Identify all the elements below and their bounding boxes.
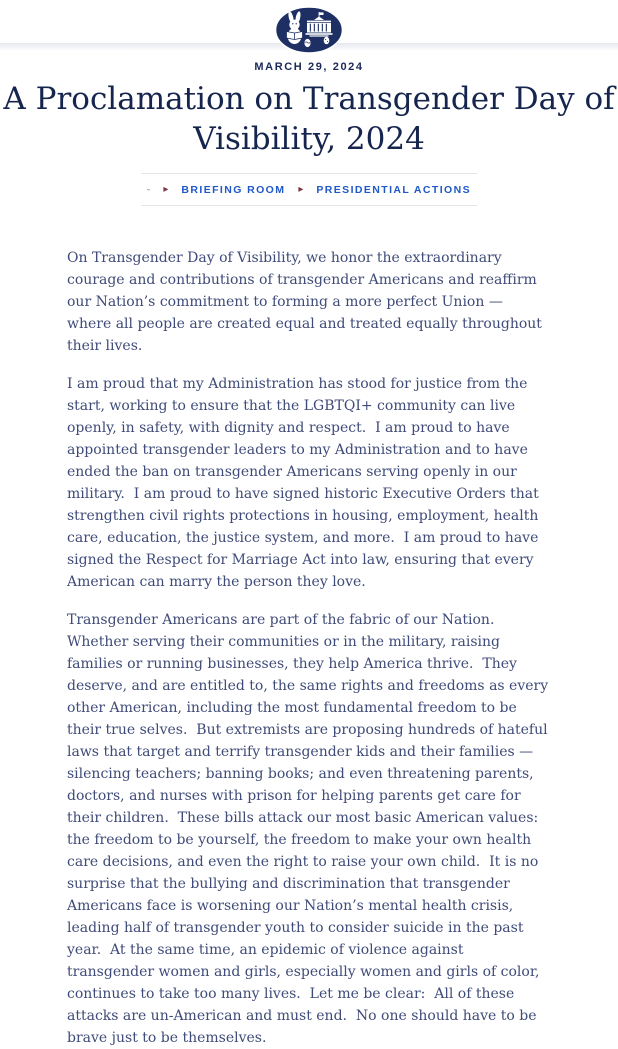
white-house-icon[interactable] (147, 182, 150, 197)
masthead (0, 0, 618, 50)
breadcrumb-link-briefing-room[interactable]: BRIEFING ROOM (181, 184, 285, 196)
breadcrumb-link-presidential-actions[interactable]: PRESIDENTIAL ACTIONS (316, 184, 471, 196)
article-body (67, 247, 551, 1049)
breadcrumb-arrow-icon: ▸ (298, 185, 303, 195)
breadcrumb-wrap (0, 173, 618, 206)
breadcrumb (141, 173, 477, 206)
page-title: A Proclamation on Transgender Day of Visibility, 2024 (0, 80, 618, 159)
breadcrumb-arrow-icon: ▸ (163, 185, 168, 195)
article-date: MARCH 29, 2024 (0, 61, 618, 73)
article-paragraph: I am proud that my Administration has stood for justice from the start, working to ensure that the LGBTQI+ community can live openly, in safety, with dignity and respect. I am proud to have appointed transgender leaders to my Administration and to have ended the ban on transgender Americans serving openly in our military. I am proud to have signed historic Executive Orders that strengthen civil rights protections in housing, employment, health care, education, the justice system, and more. I am proud to have signed the Respect for Marriage Act into law, ensuring that every American can marry the person they love. (67, 373, 551, 593)
article-paragraph: On Transgender Day of Visibility, we honor the extraordinary courage and contributions of transgender Americans and reaffirm our Nation’s commitment to forming a more perfect Union — where all people are created equal and treated equally throughout their lives. (67, 247, 551, 357)
article-paragraph: Transgender Americans are part of the fabric of our Nation. Whether serving their communities or in the military, raising families or running businesses, they help America thrive. They deserve, and are entitled to, the same rights and freedoms as every other American, including the most fundamental freedom to be their true selves. But extremists are proposing hundreds of hateful laws that target and terrify transgender kids and their families — silencing teachers; banning books; and even threatening parents, doctors, and nurses with prison for helping parents get care for their children. These bills attack our most basic American values: the freedom to be yourself, the freedom to make your own health care decisions, and even the right to raise your own child. It is no surprise that the bullying and discrimination that transgender Americans face is worsening our Nation’s mental health crisis, leading half of transgender youth to consider suicide in the past year. At the same time, an epidemic of violence against transgender women and girls, especially women and girls of color, continues to take too many lives. Let me be clear: All of these attacks are un-American and must end. No one should have to be brave just to be themselves. (67, 609, 551, 1049)
white-house-easter-logo-icon[interactable] (274, 6, 344, 54)
